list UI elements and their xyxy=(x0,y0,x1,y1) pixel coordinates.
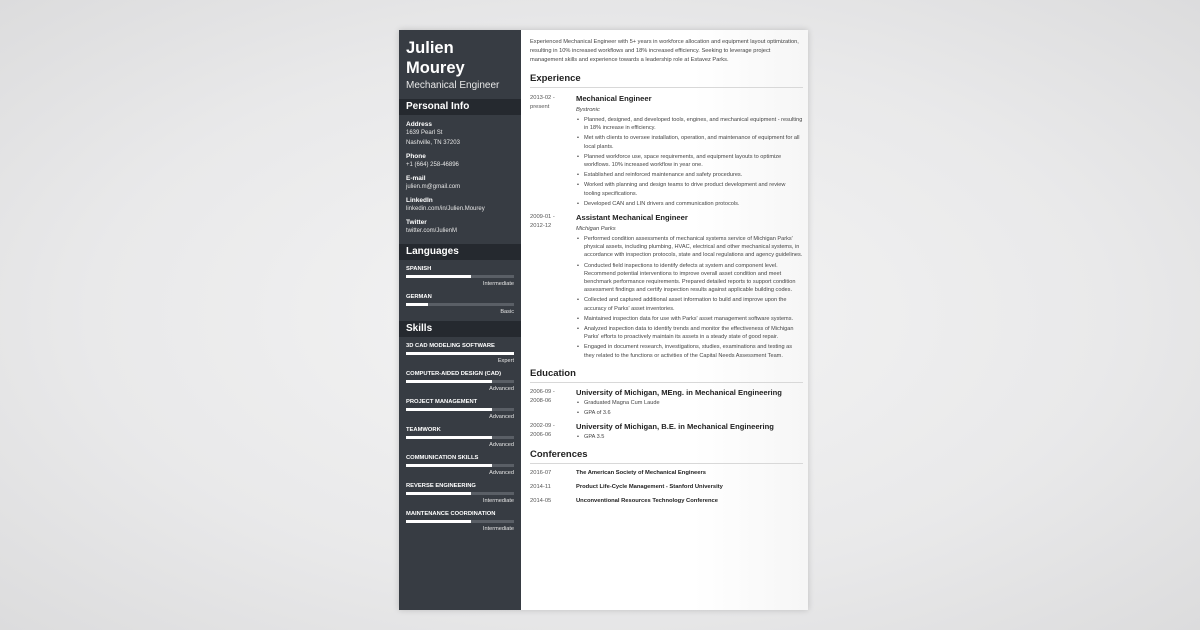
bullet-item: • Conducted field inspections to identify defects at system and component level. Recommend potential interventions to improve overall asset condition and meet benchmark performance requirements. Prepared detailed reports to support condition assessment findings and certify inspection results against applicable building codes. xyxy=(584,262,803,295)
skill-item xyxy=(406,426,514,450)
skill-level-bar xyxy=(406,520,514,523)
date-end: present xyxy=(530,104,550,110)
bullet-item: • GPA of 3.6 xyxy=(584,409,803,417)
skill-level: Advanced xyxy=(489,442,514,448)
language-name: SPANISH xyxy=(406,266,432,272)
skill-level: Advanced xyxy=(489,386,514,392)
education-heading: Education xyxy=(530,368,803,383)
languages-heading: Languages xyxy=(399,244,521,260)
language-item xyxy=(406,293,514,317)
bullet-item: • Worked with planning and design teams to drive product development and review tooling specifications. xyxy=(584,181,803,197)
skill-level-fill xyxy=(406,492,471,495)
job-title: Mechanical Engineer xyxy=(406,80,500,91)
resume-main xyxy=(521,30,808,610)
bullet-item: • Maintained inspection data for use with Parks' asset management software systems. xyxy=(584,315,803,323)
experience-bullets xyxy=(576,235,803,360)
education-body xyxy=(576,422,803,443)
education-entry xyxy=(530,422,803,443)
resume-page xyxy=(399,30,808,610)
skill-level-bar xyxy=(406,492,514,495)
language-level-bar xyxy=(406,303,514,306)
bullet-item: • Developed CAN and LIN drivers and communication protocols. xyxy=(584,200,803,208)
language-item xyxy=(406,265,514,289)
skill-level-bar xyxy=(406,436,514,439)
personal-info-heading: Personal Info xyxy=(399,99,521,115)
education-entry xyxy=(530,388,803,419)
skill-item xyxy=(406,398,514,422)
experience-bullets xyxy=(576,116,803,208)
skill-level-fill xyxy=(406,380,492,383)
language-level-fill xyxy=(406,303,428,306)
skill-item xyxy=(406,342,514,366)
experience-entry xyxy=(530,94,803,210)
skill-level-fill xyxy=(406,520,471,523)
first-name: Julien xyxy=(406,39,454,57)
summary-text: Experienced Mechanical Engineer with 5+ years in workforce allocation and equipment layout optimization, resulting in 10% increased workflows and 18% increased efficiency. Seeking to leverage project management skills and experience towards a leadership role at Estavez Parks. xyxy=(530,39,799,63)
conference-title: Unconventional Resources Technology Conference xyxy=(576,498,718,505)
skill-name: REVERSE ENGINEERING xyxy=(406,483,476,489)
twitter-label: Twitter xyxy=(406,219,427,226)
skill-level: Intermediate xyxy=(482,526,514,532)
language-level-fill xyxy=(406,275,471,278)
skill-name: 3D CAD MODELING SOFTWARE xyxy=(406,343,495,349)
conference-date: 2014-05 xyxy=(530,498,552,505)
language-level: Basic xyxy=(500,309,514,315)
experience-title: Assistant Mechanical Engineer xyxy=(576,213,688,223)
experience-dates xyxy=(530,213,576,362)
candidate-name xyxy=(399,30,521,78)
skill-level-fill xyxy=(406,408,492,411)
date-start: 2013-02 - xyxy=(530,95,555,101)
address-label: Address xyxy=(406,121,433,128)
date-start: 2006-09 - xyxy=(530,388,555,395)
date-end: 2008-06 xyxy=(530,397,552,404)
experience-body xyxy=(576,213,803,362)
bullet-item: • Planned, designed, and developed tools, engines, and mechanical equipment - resulting in 18% increase in efficiency. xyxy=(584,116,803,132)
experience-dates xyxy=(530,94,576,210)
education-dates xyxy=(530,388,576,419)
experience-heading: Experience xyxy=(530,73,803,88)
bullet-item: • Met with clients to oversee installation, operation, and maintenance of equipment for all local plants. xyxy=(584,134,803,150)
skills-heading: Skills xyxy=(399,321,521,337)
date-end: 2006-06 xyxy=(530,432,552,439)
skill-name: COMMUNICATION SKILLS xyxy=(406,455,479,461)
skill-name: PROJECT MANAGEMENT xyxy=(406,399,478,405)
phone-value: +1 (664) 258-46896 xyxy=(406,162,459,168)
linkedin-value: linkedin.com/in/Julien.Mourey xyxy=(406,206,485,212)
resume-sidebar xyxy=(399,30,521,610)
skill-level-bar xyxy=(406,464,514,467)
languages-list xyxy=(399,260,521,317)
education-title: University of Michigan, B.E. in Mechanical Engineering xyxy=(576,422,774,432)
bullet-item: • GPA 3.5 xyxy=(584,433,803,441)
conference-entry xyxy=(530,468,803,478)
skill-item xyxy=(406,510,514,534)
address-line1: 1639 Pearl St xyxy=(406,130,443,136)
conference-title: Product Life-Cycle Management - Stanford University xyxy=(576,484,723,491)
bullet-item: • Engaged in document research, investigations, studies, examinations and testing as they related to the functions or activities of the Capital Needs Assessment Team. xyxy=(584,343,803,359)
skill-level: Advanced xyxy=(489,414,514,420)
twitter-value: twitter.com/JulienM xyxy=(406,228,458,234)
email-value: julien.m@gmail.com xyxy=(406,184,461,190)
last-name: Mourey xyxy=(406,59,465,77)
skill-level-bar xyxy=(406,380,514,383)
bullet-item: • Performed condition assessments of mechanical systems service of Michigan Parks' physical assets, including plumbing, HVAC, electrical and other mechanical systems, in accordance with inspection protocols, state and local regulations and agency guidelines. xyxy=(584,235,803,260)
experience-entry xyxy=(530,213,803,362)
bullet-item: • Established and reinforced maintenance and safety procedures. xyxy=(584,171,803,179)
date-start: 2002-09 - xyxy=(530,423,555,430)
bullet-item: • Graduated Magna Cum Laude xyxy=(584,399,803,407)
experience-company: Michigan Parks xyxy=(576,226,616,233)
education-bullets xyxy=(576,399,803,417)
conference-entry xyxy=(530,482,803,492)
education-dates xyxy=(530,422,576,443)
education-title: University of Michigan, MEng. in Mechanical Engineering xyxy=(576,387,782,397)
language-name: GERMAN xyxy=(406,294,432,300)
conference-date: 2014-11 xyxy=(530,484,551,491)
bullet-item: • Planned workforce use, space requirements, and equipment layouts to optimize workflows. 10% increased workflow in year one. xyxy=(584,153,803,169)
education-bullets xyxy=(576,433,803,441)
personal-info xyxy=(399,115,521,236)
skill-level-bar xyxy=(406,408,514,411)
date-end: 2012-12 xyxy=(530,223,552,230)
skill-level: Intermediate xyxy=(482,498,514,504)
bullet-item: • Collected and captured additional asset information to build and improve upon the accuracy of Parks' asset inventories. xyxy=(584,296,803,312)
conference-entry xyxy=(530,496,803,506)
bullet-item: • Analyzed inspection data to identify trends and monitor the effectiveness of Michigan Parks' efforts to proactively maintain its assets in a steady state of good repair. xyxy=(584,325,803,341)
skills-list xyxy=(399,337,521,534)
phone-label: Phone xyxy=(406,153,426,160)
address-line2: Nashville, TN 37203 xyxy=(406,140,460,146)
skill-level-fill xyxy=(406,352,514,355)
language-level-bar xyxy=(406,275,514,278)
skill-name: TEAMWORK xyxy=(406,427,441,433)
linkedin-label: LinkedIn xyxy=(406,197,433,204)
experience-title: Mechanical Engineer xyxy=(576,94,652,103)
experience-company: Bystronic xyxy=(576,107,600,113)
skill-name: COMPUTER-AIDED DESIGN (CAD) xyxy=(406,371,502,377)
date-start: 2009-01 - xyxy=(530,214,555,221)
skill-item xyxy=(406,370,514,394)
conference-date: 2016-07 xyxy=(530,470,552,477)
skill-level: Expert xyxy=(497,358,514,364)
language-level: Intermediate xyxy=(482,281,514,287)
skill-level-fill xyxy=(406,464,492,467)
skill-level-fill xyxy=(406,436,492,439)
skill-name: MAINTENANCE COORDINATION xyxy=(406,511,496,517)
education-body xyxy=(576,388,803,419)
skill-item xyxy=(406,482,514,506)
skill-item xyxy=(406,454,514,478)
conference-title: The American Society of Mechanical Engineers xyxy=(576,470,706,477)
conferences-heading: Conferences xyxy=(530,449,803,464)
skill-level-bar xyxy=(406,352,514,355)
experience-body xyxy=(576,94,803,210)
skill-level: Advanced xyxy=(489,470,514,476)
email-label: E-mail xyxy=(406,175,426,182)
